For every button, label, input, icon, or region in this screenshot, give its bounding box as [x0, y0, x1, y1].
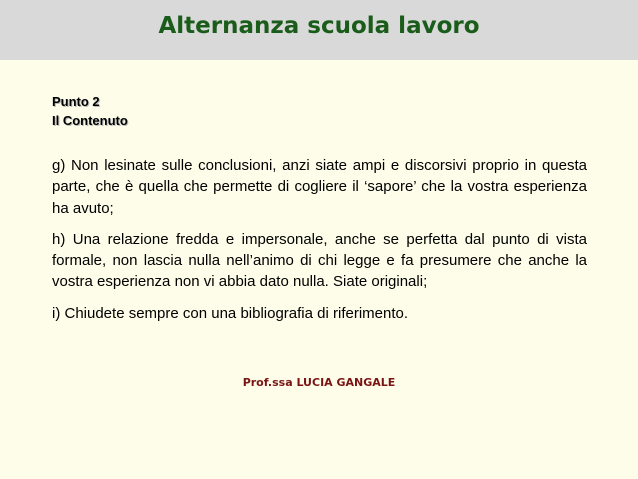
- paragraph-h: h) Una relazione fredda e impersonale, anche se perfetta dal punto di vista formale, non lascia nulla nell’animo di chi legge e fa presumere che anche la vostra esperienza non vi abbia dato nulla. Siate originali;: [52, 230, 587, 291]
- section-point: Punto 2: [52, 94, 100, 109]
- section-heading: [52, 92, 128, 130]
- section-subtitle: Il Contenuto: [52, 113, 128, 128]
- paragraph-g: g) Non lesinate sulle conclusioni, anzi siate ampi e discorsivi proprio in questa parte, che è quella che permette di cogliere il ‘sapore’ che la vostra esperienza ha avuto;: [52, 157, 587, 217]
- paragraph-i: i) Chiudete sempre con una bibliografia di riferimento.: [52, 304, 409, 322]
- content-body: [52, 155, 587, 334]
- slide-title: Alternanza scuola lavoro: [158, 13, 480, 39]
- author-credit: Prof.ssa LUCIA GANGALE: [242, 376, 396, 389]
